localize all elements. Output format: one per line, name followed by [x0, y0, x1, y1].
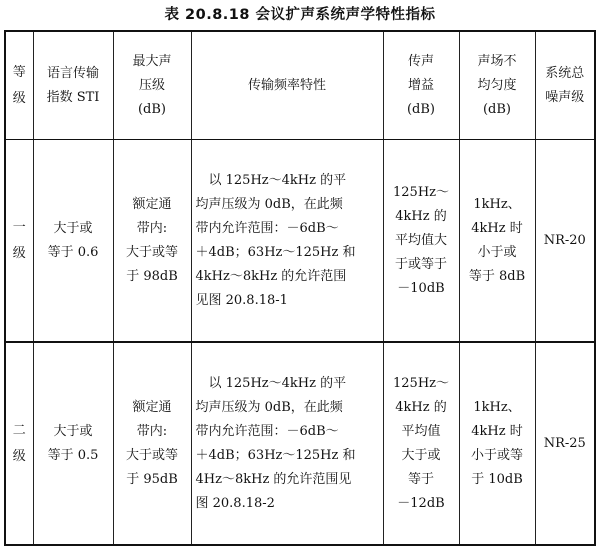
header-spl: 最大声 压级 (dB): [113, 31, 191, 140]
acoustic-spec-table: [4, 30, 596, 546]
header-uniformity: 声场不 均匀度 (dB): [459, 31, 535, 140]
cell-uniformity: 1kHz、 4kHz 时 小于或等 于 10dB: [459, 342, 535, 545]
cell-gain: 125Hz～ 4kHz 的 平均值大 于或等于 －10dB: [383, 140, 459, 343]
cell-noise: NR-25: [535, 342, 595, 545]
cell-frequency: 以 125Hz～4kHz 的平 均声压级为 0dB，在此频 带内允许范围：－6dB～ ＋4dB；63Hz～125Hz 和 4kHz～8kHz 的允许范围 见图 20.8.18-1: [191, 140, 383, 343]
header-grade: 等级: [5, 31, 33, 140]
cell-frequency: 以 125Hz～4kHz 的平 均声压级为 0dB，在此频 带内允许范围：－6dB～ ＋4dB；63Hz～125Hz 和 4Hz～8kHz 的允许范围见 图 20.8.18-2: [191, 342, 383, 545]
header-frequency: 传输频率特性: [191, 31, 383, 140]
header-sti: 语言传输 指数 STI: [33, 31, 113, 140]
header-gain: 传声 增益 (dB): [383, 31, 459, 140]
cell-spl: 额定通 带内: 大于或等 于 98dB: [113, 140, 191, 343]
cell-spl: 额定通 带内: 大于或等 于 95dB: [113, 342, 191, 545]
table-row: [5, 342, 595, 545]
cell-grade: 一级: [5, 140, 33, 343]
table-caption: 表 20.8.18 会议扩声系统声学特性指标: [164, 7, 436, 23]
header-noise: 系统总 噪声级: [535, 31, 595, 140]
cell-sti: 大于或 等于 0.6: [33, 140, 113, 343]
table-row: [5, 140, 595, 343]
cell-gain: 125Hz～ 4kHz 的 平均值 大于或 等于 －12dB: [383, 342, 459, 545]
cell-uniformity: 1kHz、 4kHz 时 小于或 等于 8dB: [459, 140, 535, 343]
cell-sti: 大于或 等于 0.5: [33, 342, 113, 545]
header-row: [5, 31, 595, 140]
cell-noise: NR-20: [535, 140, 595, 343]
cell-grade: 二级: [5, 342, 33, 545]
